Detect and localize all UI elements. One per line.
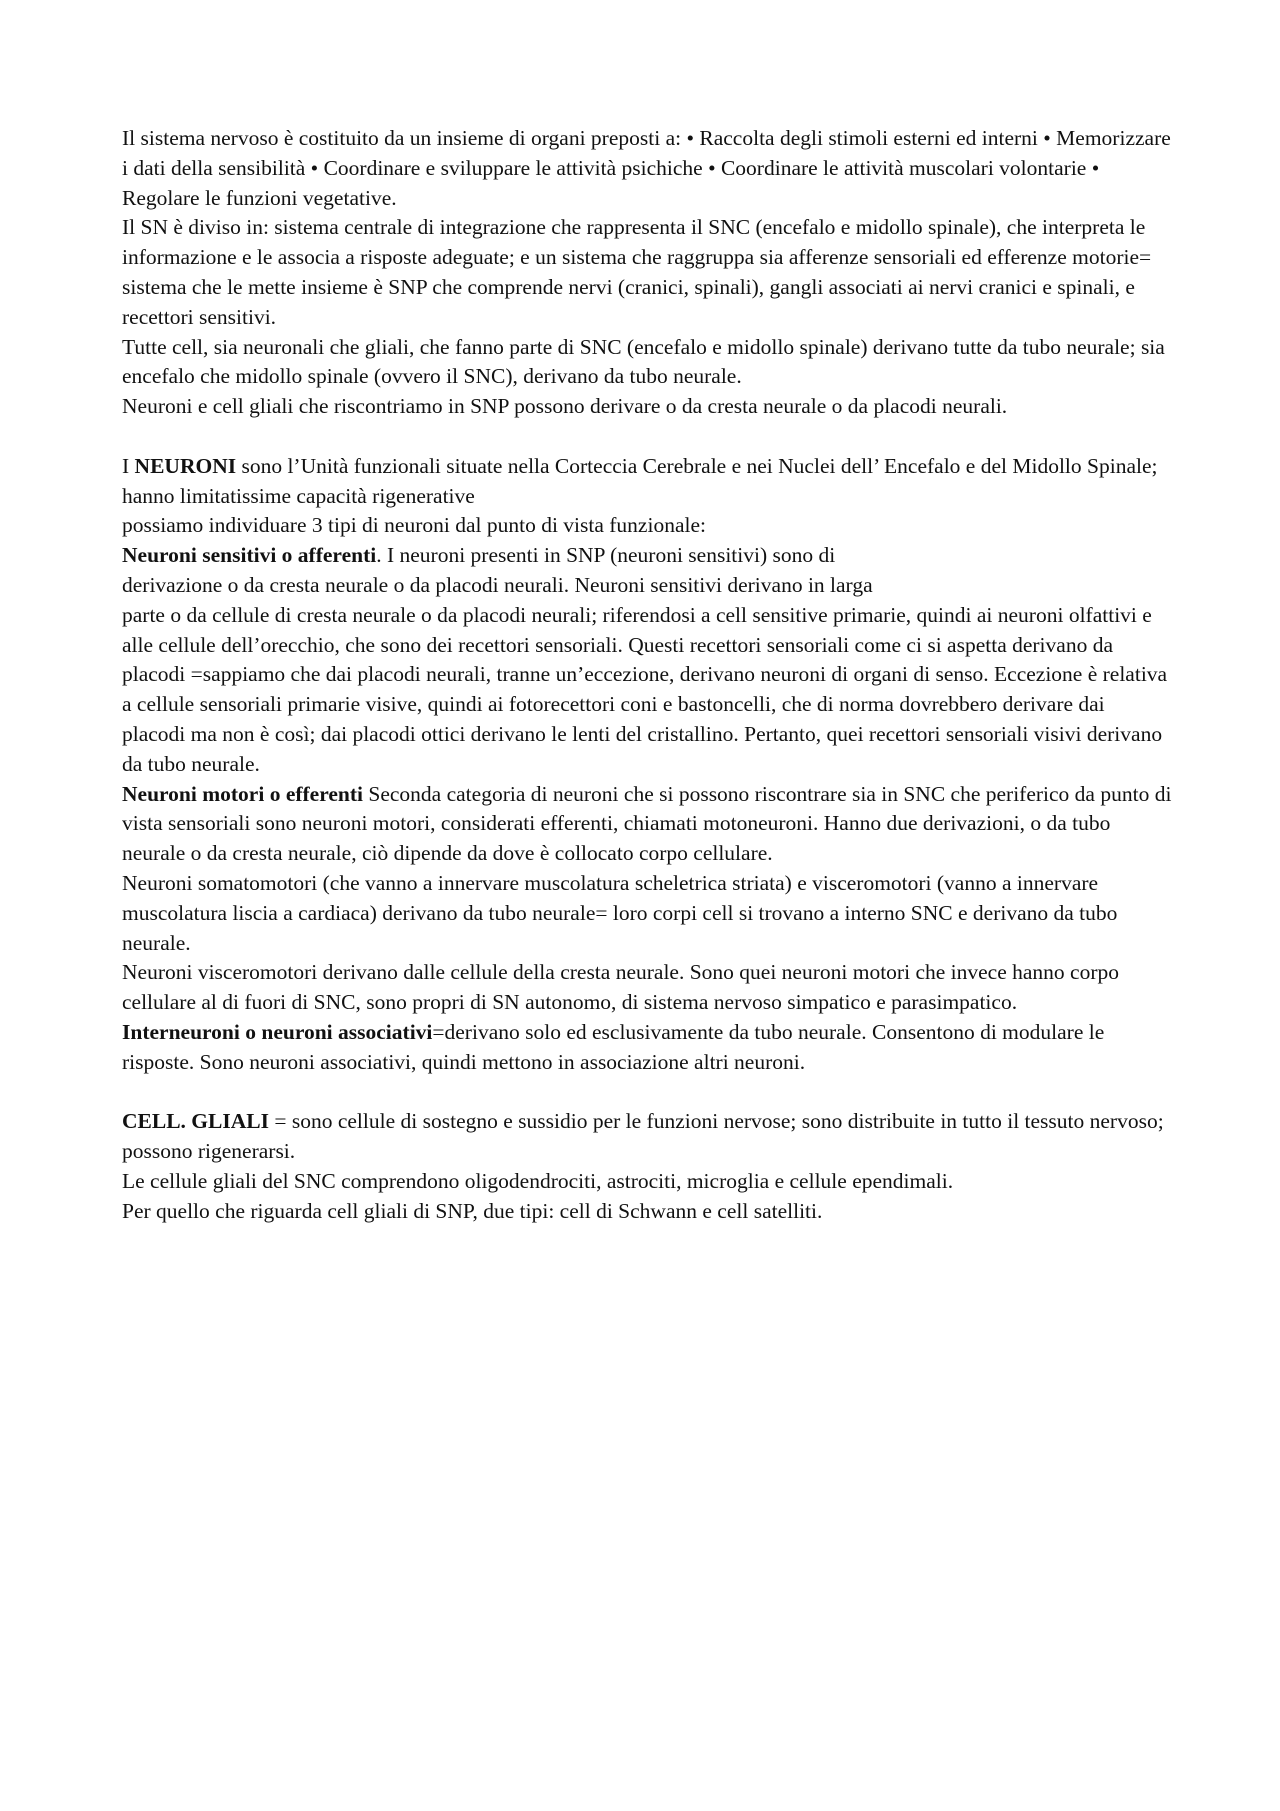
gliali-definition xyxy=(122,1107,1172,1167)
paragraph-spacer xyxy=(122,1078,1172,1108)
neuroni-sensitivi-text1: . I neuroni presenti in SNP (neuroni sensitivi) sono di xyxy=(376,543,836,568)
intro-paragraph-functions: Il sistema nervoso è costituito da un insieme di organi preposti a: • Raccolta degli stimoli esterni ed interni • Memorizzare i dati della sensibilità • Coordinare e sviluppare le attività psichiche • Coordinare le attività muscolari volontarie • Regolare le funzioni vegetative. xyxy=(122,126,1171,210)
neuroni-definition xyxy=(122,452,1172,512)
interneuroni-term: Interneuroni o neuroni associativi xyxy=(122,1019,433,1044)
interneuroni-text: =derivano solo ed esclusivamente da tubo neurale. Consentono di modulare le risposte. Sono neuroni associativi, quindi mettono in associazione altri neuroni. xyxy=(122,1019,1105,1074)
neuroni-sensitivi-line3: parte o da cellule di cresta neurale o da placodi neurali; riferendosi a cell sensitive primarie, quindi ai neuroni olfattivi e alle cellule dell’orecchio, che sono dei recettori sensoriali. Questi recettori sensoriali come ci si aspetta derivano da placodi =sappiamo che dai placodi neurali, tranne un’eccezione, derivano neuroni di organi di senso. Eccezione è relativa a cellule sensoriali primarie visive, quindi ai fotorecettori coni e bastoncelli, che di norma dovrebbero derivare dai placodi ma non è così; dai placodi ottici derivano le lenti del cristallino. Pertanto, quei recettori sensoriali visivi derivano da tubo neurale. xyxy=(122,602,1168,776)
neuroni-motori-text: Seconda categoria di neuroni che si possono riscontrare sia in SNC che periferico da punto di vista sensoriali sono neuroni motori, considerati efferenti, chiamati motoneuroni. Hanno due derivazioni, o da tubo neurale o da cresta neurale, ciò dipende da dove è collocato corpo cellulare. xyxy=(122,781,1172,866)
neuroni-sensitivi-line2: derivazione o da cresta neurale o da placodi neurali. Neuroni sensitivi derivano in larga xyxy=(122,572,873,597)
neuroni-somatomotori-paragraph: Neuroni somatomotori (che vanno a innervare muscolatura scheletrica striata) e visceromotori (vanno a innervare muscolatura liscia a cardiaca) derivano da tubo neurale= loro corpi cell si trovano a interno SNC e derivano da tubo neurale. xyxy=(122,870,1118,955)
gliali-definition-text: = sono cellule di sostegno e sussidio per le funzioni nervose; sono distribuite in tutto il tessuto nervoso; possono rigenerarsi. xyxy=(122,1109,1164,1164)
gliali-term: CELL. GLIALI xyxy=(122,1109,269,1134)
neuroni-motori-paragraph xyxy=(122,780,1172,869)
neuroni-term: NEURONI xyxy=(134,453,237,478)
gliali-snp-paragraph: Per quello che riguarda cell gliali di SNP, due tipi: cell di Schwann e cell satelliti. xyxy=(122,1198,823,1223)
gliali-snc-paragraph: Le cellule gliali del SNC comprendono oligodendrociti, astrociti, microglia e cellule ependimali. xyxy=(122,1168,954,1193)
document-body xyxy=(122,124,1172,1226)
intro-paragraph-division: Il SN è diviso in: sistema centrale di integrazione che rappresenta il SNC (encefalo e midollo spinale), che interpreta le informazione e le associa a risposte adeguate; e un sistema che raggruppa sia afferenze sensoriali ed efferenze motorie= sistema che le mette insieme è SNP che comprende nervi (cranici, spinali), gangli associati ai nervi cranici e spinali, e recettori sensitivi. xyxy=(122,215,1152,329)
interneuroni-paragraph xyxy=(122,1018,1172,1078)
neuroni-sensitivi-term: Neuroni sensitivi o afferenti xyxy=(122,543,377,568)
neuroni-types-intro: possiamo individuare 3 tipi di neuroni dal punto di vista funzionale: xyxy=(122,513,706,538)
paragraph-spacer xyxy=(122,422,1172,452)
neuroni-definition-text: sono l’Unità funzionali situate nella Corteccia Cerebrale e nei Nuclei dell’ Encefalo e del Midollo Spinale; hanno limitatissime capacità rigenerative xyxy=(122,453,1158,508)
neuroni-sensitivi-line1 xyxy=(122,541,1172,571)
intro-paragraph-snp-origin: Neuroni e cell gliali che riscontriamo in SNP possono derivare o da cresta neurale o da placodi neurali. xyxy=(122,394,1008,419)
neuroni-prefix: I xyxy=(122,453,135,478)
neuroni-visceromotori-paragraph: Neuroni visceromotori derivano dalle cellule della cresta neurale. Sono quei neuroni motori che invece hanno corpo cellulare al di fuori di SNC, sono propri di SN autonomo, di sistema nervoso simpatico e parasimpatico. xyxy=(122,960,1119,1015)
neuroni-motori-term: Neuroni motori o efferenti xyxy=(122,781,364,806)
intro-paragraph-snc-origin: Tutte cell, sia neuronali che gliali, che fanno parte di SNC (encefalo e midollo spinale) derivano tutte da tubo neurale; sia encefalo che midollo spinale (ovvero il SNC), derivano da tubo neurale. xyxy=(122,334,1165,389)
